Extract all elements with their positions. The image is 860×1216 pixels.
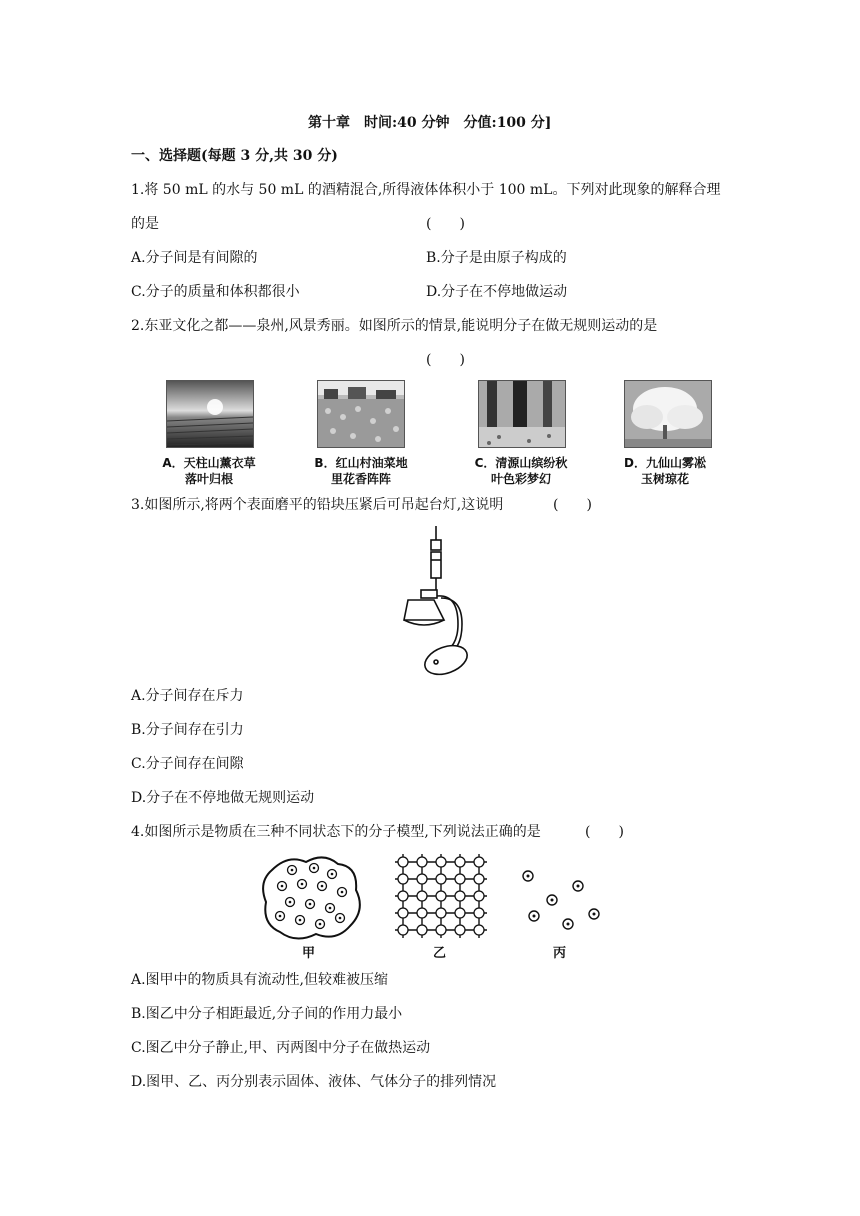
q3-lamp-figure bbox=[396, 524, 476, 679]
q3-option-a: A.分子间存在斥力 bbox=[131, 688, 244, 704]
q1-stem-line1: 1.将 50 mL 的水与 50 mL 的酒精混合,所得液体体积小于 100 mL。下列对此现象的解释合理 bbox=[131, 182, 721, 198]
q2-photo-rapeseed bbox=[317, 380, 405, 448]
q2-answer-paren: ( ) bbox=[426, 352, 465, 368]
q4-label-yi: 乙 bbox=[433, 946, 447, 961]
q2-caption-d: D．九仙山雾凇 玉树琼花 bbox=[624, 456, 706, 486]
q4-figure-gas bbox=[516, 866, 606, 936]
q4-label-bing: 丙 bbox=[553, 946, 567, 961]
q3-option-c: C.分子间存在间隙 bbox=[131, 756, 244, 772]
q2-caption-a: A．天柱山薰衣草 落叶归根 bbox=[162, 456, 256, 486]
q4-option-d: D.图甲、乙、丙分别表示固体、液体、气体分子的排列情况 bbox=[131, 1074, 497, 1090]
q4-option-b: B.图乙中分子相距最近,分子间的作用力最小 bbox=[131, 1006, 403, 1022]
section-heading: 一、选择题(每题 3 分,共 30 分) bbox=[131, 148, 338, 164]
q4-option-c: C.图乙中分子静止,甲、丙两图中分子在做热运动 bbox=[131, 1040, 431, 1056]
q2-photo-autumn-leaves bbox=[478, 380, 566, 448]
q1-answer-paren: ( ) bbox=[426, 216, 465, 232]
q4-stem: 4.如图所示是物质在三种不同状态下的分子模型,下列说法正确的是 bbox=[131, 824, 541, 840]
q1-stem-line2: 的是 bbox=[131, 216, 159, 232]
q4-label-jia: 甲 bbox=[302, 946, 316, 961]
q3-option-b: B.分子间存在引力 bbox=[131, 722, 244, 738]
q2-stem: 2.东亚文化之都——泉州,风景秀丽。如图所示的情景,能说明分子在做无规则运动的是 bbox=[131, 318, 658, 334]
q1-option-a: A.分子间是有间隙的 bbox=[131, 250, 258, 266]
q2-caption-c: C．清源山缤纷秋 叶色彩梦幻 bbox=[474, 456, 568, 486]
q4-figure-liquid bbox=[258, 852, 368, 942]
q3-stem: 3.如图所示,将两个表面磨平的铅块压紧后可吊起台灯,这说明 bbox=[131, 497, 504, 513]
q1-option-c: C.分子的质量和体积都很小 bbox=[131, 284, 300, 300]
q2-photo-lavender bbox=[166, 380, 254, 448]
q2-caption-b: B．红山村油菜地 里花香阵阵 bbox=[314, 456, 408, 486]
q3-option-d: D.分子在不停地做无规则运动 bbox=[131, 790, 315, 806]
q4-figure-solid bbox=[393, 854, 489, 938]
q1-option-d: D.分子在不停地做运动 bbox=[426, 284, 568, 300]
q4-option-a: A.图甲中的物质具有流动性,但较难被压缩 bbox=[131, 972, 389, 988]
page-title: 第十章 时间:40 分钟 分值:100 分] bbox=[308, 115, 552, 131]
q4-answer-paren: ( ) bbox=[585, 824, 624, 840]
q3-answer-paren: ( ) bbox=[553, 497, 592, 513]
q1-option-b: B.分子是由原子构成的 bbox=[426, 250, 567, 266]
q2-photo-rime bbox=[624, 380, 712, 448]
